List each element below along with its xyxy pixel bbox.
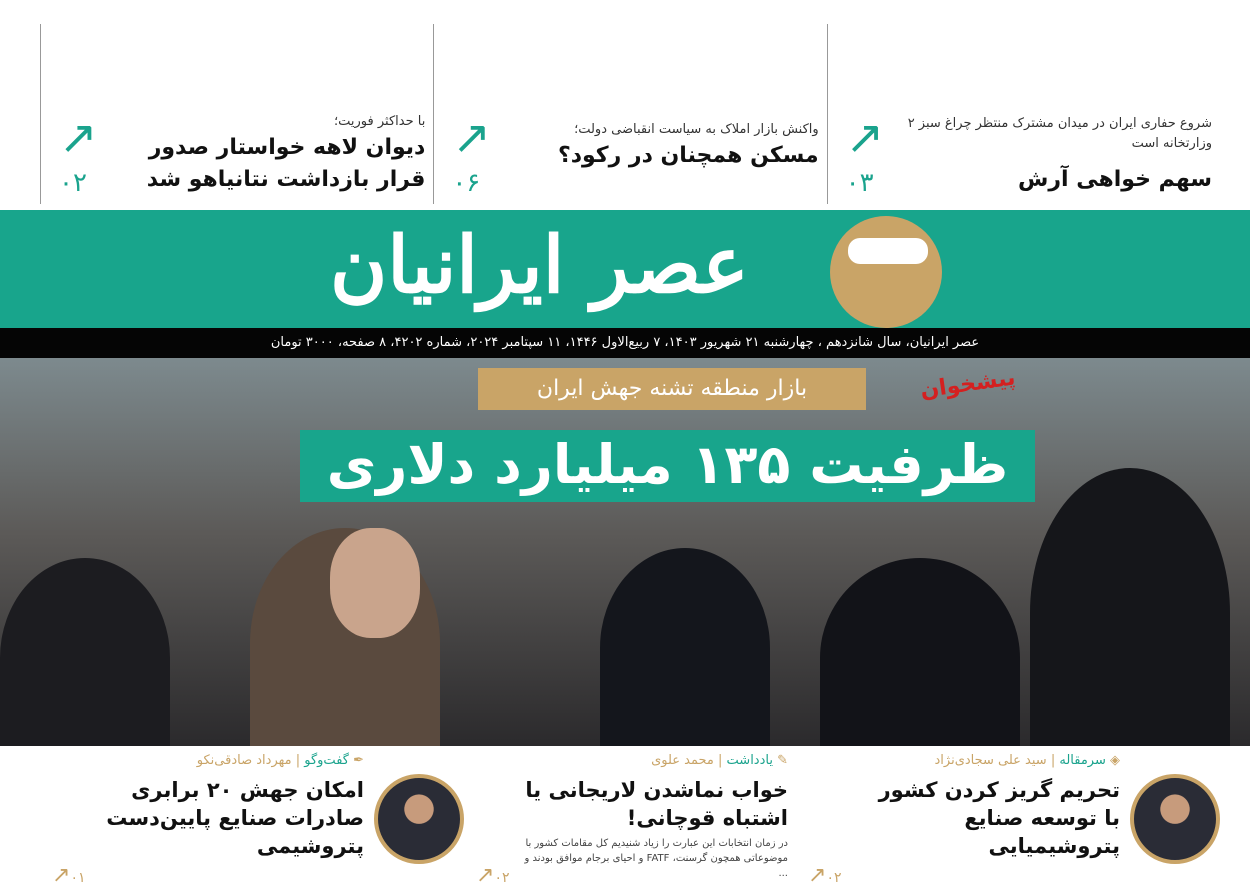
dateline: عصر ایرانیان، سال شانزدهم ، چهارشنبه ۲۱ شهریور ۱۴۰۳، ۷ ربیع‌الاول ۱۴۴۶، ۱۱ سپتامبر ۲۰۲۴، شماره ۴۲۰۲، ۸ صفحه، ۳۰۰۰ تومان	[0, 328, 1250, 358]
story-kicker: شروع حفاری ایران در میدان مشترک منتظر چراغ سبز ۲ وزارتخانه است	[907, 116, 1212, 151]
story-kicker: با حداکثر فوریت؛	[334, 114, 426, 129]
top-story[interactable]	[433, 24, 826, 204]
author-name: محمد علوی	[651, 753, 714, 768]
masthead	[0, 210, 1250, 328]
column-title: تحریم گریز کردن کشور با توسعه صنایع پتروشیمیایی	[878, 778, 1120, 858]
page-link[interactable]: ↗۰۲	[808, 863, 842, 888]
arrow-icon: ↗	[59, 110, 98, 164]
top-story[interactable]	[40, 24, 433, 204]
lead-headline[interactable]: ظرفیت ۱۳۵ میلیارد دلاری	[300, 430, 1035, 502]
section-label: گفت‌وگو	[304, 753, 349, 768]
watermark: پیشخوان	[918, 365, 1017, 404]
bottom-columns	[40, 748, 1220, 892]
story-title: دیوان لاهه خواستار صدور قرار بازداشت نتانیاهو شد	[146, 135, 426, 192]
column-editorial[interactable]	[796, 748, 1220, 892]
story-title: سهم خواهی آرش	[1018, 167, 1212, 192]
column-meta: ✎ یادداشت | محمد علوی	[651, 753, 788, 768]
author-name: مهرداد صادقی‌نکو	[196, 753, 292, 768]
page-link[interactable]: ↗۰۲	[476, 863, 510, 888]
column-title: امکان جهش ۲۰ برابری صادرات صنایع پایین‌دست پتروشیمی	[106, 778, 364, 858]
page-number: ۰۶	[452, 168, 481, 198]
lead-photo	[0, 358, 1250, 746]
interviewee-avatar	[374, 774, 464, 864]
masthead-logo: عصر ایرانیان	[330, 220, 749, 311]
column-meta: ◈ سرمقاله | سید علی سجادی‌نژاد	[934, 753, 1120, 768]
section-label: یادداشت	[726, 753, 773, 768]
feather-icon: ✒	[348, 753, 364, 768]
column-interview[interactable]	[40, 748, 464, 892]
page-number: ۰۲	[59, 168, 87, 198]
lead-subtitle: بازار منطقه تشنه جهش ایران	[478, 368, 866, 410]
pen-icon: ✎	[772, 753, 788, 768]
story-kicker: واکنش بازار املاک به سیاست انقباضی دولت؛	[574, 122, 819, 137]
column-meta: ✒ گفت‌وگو | مهرداد صادقی‌نکو	[196, 753, 364, 768]
layers-icon: ◈	[1105, 753, 1120, 768]
arrow-icon: ↗	[452, 110, 491, 164]
author-name: سید علی سجادی‌نژاد	[934, 753, 1047, 768]
section-label: سرمقاله	[1059, 753, 1106, 768]
arrow-icon: ↗	[845, 110, 885, 164]
column-note[interactable]	[464, 748, 796, 892]
story-title: مسکن همچنان در رکود؟	[557, 143, 819, 168]
top-story[interactable]	[827, 24, 1220, 204]
author-avatar	[1130, 774, 1220, 864]
logo-circle	[830, 216, 942, 328]
top-stories	[40, 24, 1220, 204]
page-number: ۰۳	[845, 168, 874, 198]
page-link[interactable]: ↗۰۱	[52, 863, 86, 888]
column-summary: در زمان انتخابات این عبارت را زیاد شنیدیم کل مقامات کشور با موضوعاتی همچون گرسنت، FATF و احیای برجام موافق بودند و ...	[524, 838, 788, 879]
column-title: خواب نماشدن لاریجانی یا اشتباه قوچانی!	[525, 778, 788, 830]
